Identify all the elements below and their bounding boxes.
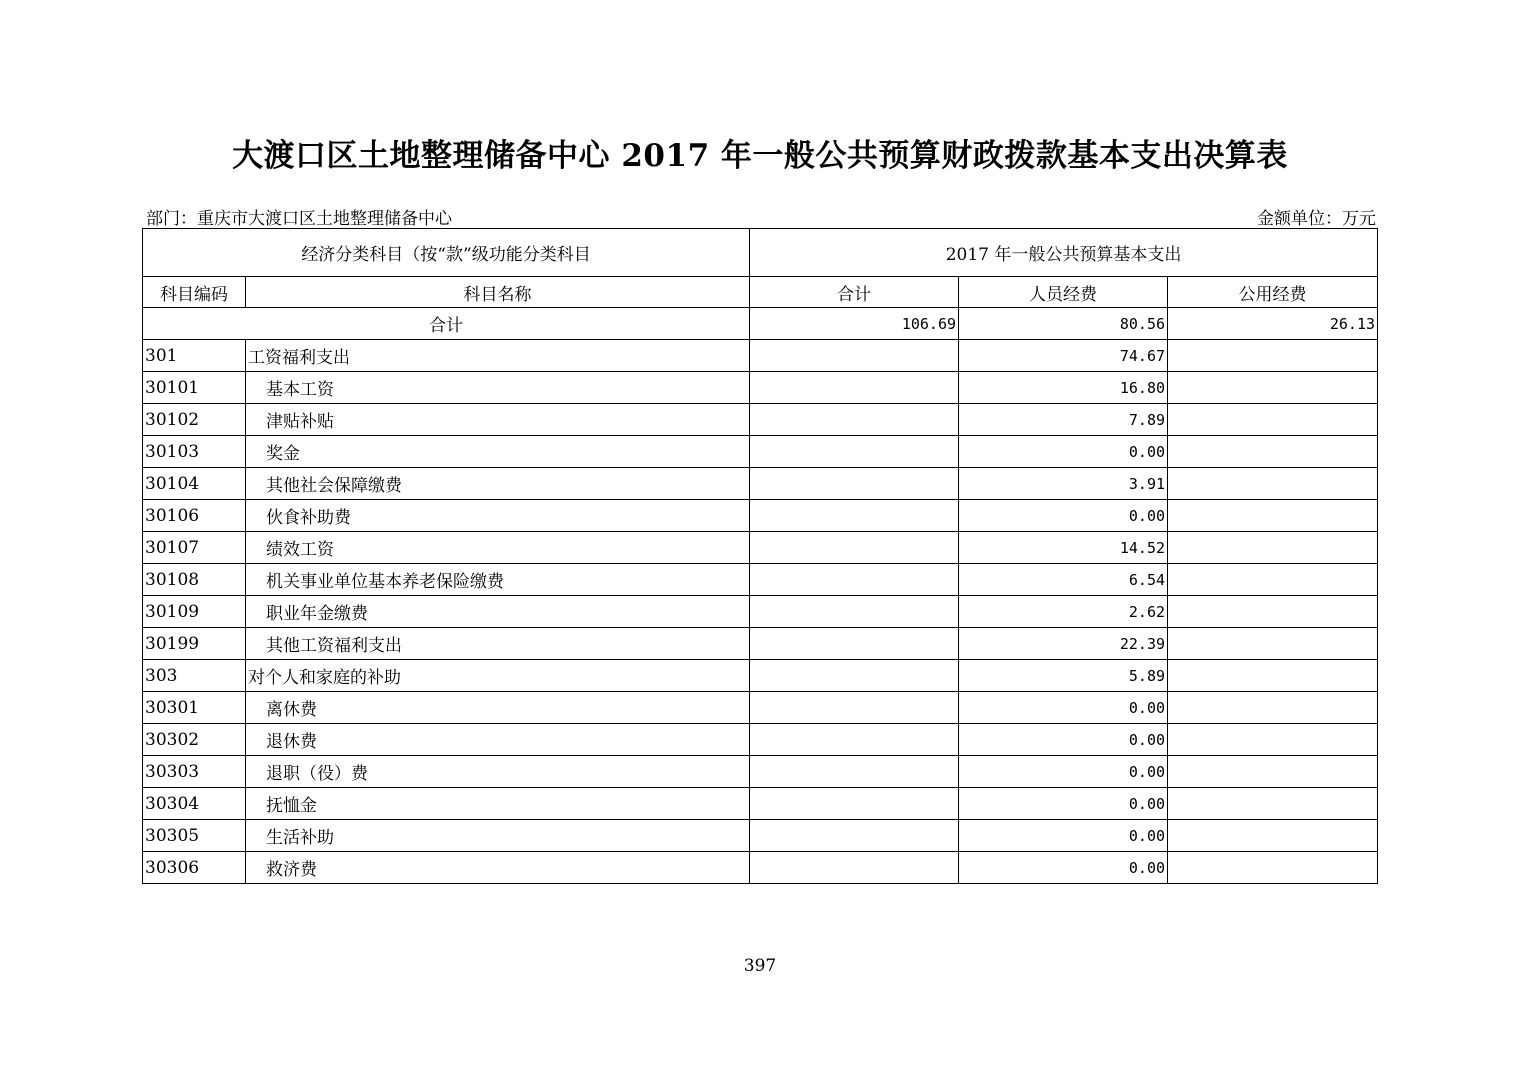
row-total (750, 660, 959, 692)
row-name: 退休费 (246, 724, 750, 756)
row-personnel: 6.54 (959, 564, 1168, 596)
row-name: 绩效工资 (246, 532, 750, 564)
row-total (750, 692, 959, 724)
row-public (1168, 724, 1378, 756)
row-code: 30106 (143, 500, 246, 532)
row-public (1168, 468, 1378, 500)
row-code: 30108 (143, 564, 246, 596)
total-public: 26.13 (1168, 308, 1378, 340)
row-personnel: 0.00 (959, 724, 1168, 756)
row-public (1168, 660, 1378, 692)
row-public (1168, 692, 1378, 724)
row-name: 离休费 (246, 692, 750, 724)
table-row (143, 756, 1378, 788)
row-code: 30303 (143, 756, 246, 788)
row-total (750, 564, 959, 596)
row-personnel: 22.39 (959, 628, 1168, 660)
row-code: 30301 (143, 692, 246, 724)
row-code: 301 (143, 340, 246, 372)
row-personnel: 0.00 (959, 788, 1168, 820)
row-total (750, 628, 959, 660)
row-name: 机关事业单位基本养老保险缴费 (246, 564, 750, 596)
row-total (750, 596, 959, 628)
table-row (143, 788, 1378, 820)
table-row (143, 596, 1378, 628)
row-total (750, 372, 959, 404)
table-row (143, 404, 1378, 436)
row-code: 30199 (143, 628, 246, 660)
row-public (1168, 500, 1378, 532)
row-total (750, 788, 959, 820)
row-public (1168, 628, 1378, 660)
row-name: 津贴补贴 (246, 404, 750, 436)
table-row (143, 372, 1378, 404)
table-row (143, 532, 1378, 564)
column-header-code: 科目编码 (143, 277, 246, 308)
row-code: 30306 (143, 852, 246, 884)
table-header-row-2 (143, 277, 1378, 308)
row-personnel: 3.91 (959, 468, 1168, 500)
total-total: 106.69 (750, 308, 959, 340)
row-public (1168, 820, 1378, 852)
total-row (143, 308, 1378, 340)
row-public (1168, 756, 1378, 788)
row-total (750, 820, 959, 852)
row-code: 30304 (143, 788, 246, 820)
total-personnel: 80.56 (959, 308, 1168, 340)
budget-table (142, 228, 1378, 884)
row-name: 其他工资福利支出 (246, 628, 750, 660)
unit-label: 金额单位：万元 (1257, 209, 1376, 229)
row-public (1168, 564, 1378, 596)
row-name: 基本工资 (246, 372, 750, 404)
page-number: 397 (743, 956, 777, 976)
row-name: 抚恤金 (246, 788, 750, 820)
row-code: 30302 (143, 724, 246, 756)
row-code: 30101 (143, 372, 246, 404)
row-public (1168, 788, 1378, 820)
total-label: 合计 (143, 308, 750, 340)
table-row (143, 820, 1378, 852)
row-name: 职业年金缴费 (246, 596, 750, 628)
table-row (143, 340, 1378, 372)
row-name: 奖金 (246, 436, 750, 468)
row-total (750, 852, 959, 884)
row-code: 30104 (143, 468, 246, 500)
row-name: 其他社会保障缴费 (246, 468, 750, 500)
column-header-total: 合计 (750, 277, 959, 308)
row-total (750, 532, 959, 564)
header-basic-expenditure: 2017 年一般公共预算基本支出 (750, 229, 1378, 277)
row-personnel: 5.89 (959, 660, 1168, 692)
row-code: 30102 (143, 404, 246, 436)
row-total (750, 404, 959, 436)
row-personnel: 0.00 (959, 756, 1168, 788)
row-public (1168, 532, 1378, 564)
row-total (750, 340, 959, 372)
row-personnel: 16.80 (959, 372, 1168, 404)
row-personnel: 74.67 (959, 340, 1168, 372)
column-header-personnel: 人员经费 (959, 277, 1168, 308)
row-total (750, 468, 959, 500)
table-row (143, 500, 1378, 532)
row-public (1168, 372, 1378, 404)
row-personnel: 0.00 (959, 500, 1168, 532)
row-public (1168, 340, 1378, 372)
row-personnel: 14.52 (959, 532, 1168, 564)
row-personnel: 2.62 (959, 596, 1168, 628)
row-personnel: 0.00 (959, 692, 1168, 724)
row-personnel: 0.00 (959, 852, 1168, 884)
row-code: 303 (143, 660, 246, 692)
row-total (750, 724, 959, 756)
row-name: 工资福利支出 (246, 340, 750, 372)
table-row (143, 724, 1378, 756)
department-label: 部门：重庆市大渡口区土地整理储备中心 (146, 209, 452, 229)
table-header-row-1 (143, 229, 1378, 277)
row-personnel: 7.89 (959, 404, 1168, 436)
table-row (143, 628, 1378, 660)
row-code: 30103 (143, 436, 246, 468)
row-name: 退职（役）费 (246, 756, 750, 788)
row-name: 救济费 (246, 852, 750, 884)
page-title: 大渡口区土地整理储备中心 2017 年一般公共预算财政拨款基本支出决算表 (232, 138, 1288, 174)
row-code: 30107 (143, 532, 246, 564)
table-row (143, 564, 1378, 596)
row-personnel: 0.00 (959, 436, 1168, 468)
table-row (143, 436, 1378, 468)
row-code: 30305 (143, 820, 246, 852)
column-header-name: 科目名称 (246, 277, 750, 308)
row-name: 伙食补助费 (246, 500, 750, 532)
row-public (1168, 596, 1378, 628)
table-row (143, 692, 1378, 724)
header-economic-classification: 经济分类科目（按“款”级功能分类科目 (143, 229, 750, 277)
row-total (750, 436, 959, 468)
row-public (1168, 436, 1378, 468)
row-total (750, 500, 959, 532)
table-row (143, 468, 1378, 500)
row-code: 30109 (143, 596, 246, 628)
row-total (750, 756, 959, 788)
column-header-public: 公用经费 (1168, 277, 1378, 308)
row-name: 对个人和家庭的补助 (246, 660, 750, 692)
row-public (1168, 852, 1378, 884)
table-row (143, 852, 1378, 884)
row-name: 生活补助 (246, 820, 750, 852)
row-personnel: 0.00 (959, 820, 1168, 852)
table-row (143, 660, 1378, 692)
row-public (1168, 404, 1378, 436)
